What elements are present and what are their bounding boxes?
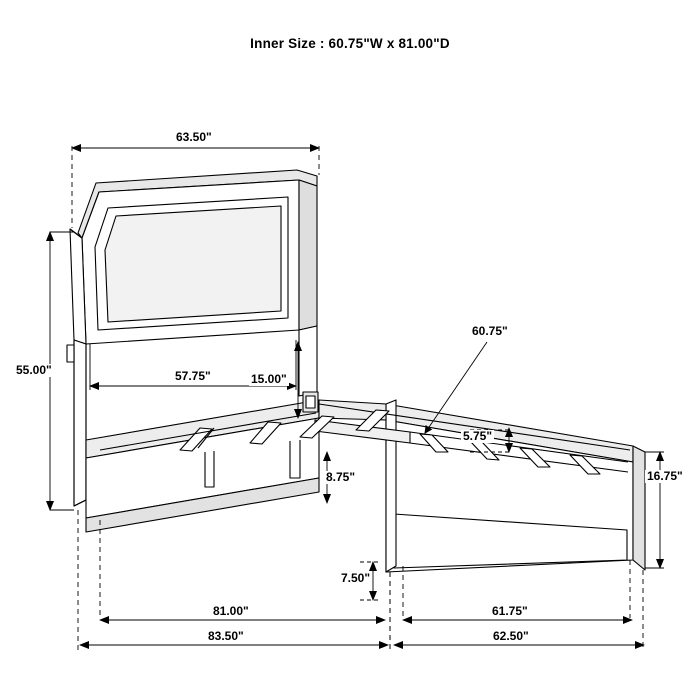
- dim-overall-height: 55.00": [16, 363, 52, 377]
- dim-footboard-height: 16.75": [647, 469, 683, 483]
- dim-footboard-width: 61.75": [492, 604, 528, 618]
- dim-ground-clearance: 7.50": [341, 571, 371, 585]
- dim-slat-span: 60.75": [472, 324, 508, 338]
- page-title: Inner Size : 60.75"W x 81.00"D: [250, 36, 450, 51]
- dim-rail-inner-height: 8.75": [326, 470, 356, 484]
- dim-slat-thickness: 5.75": [463, 429, 493, 443]
- dim-footboard-overall-width: 62.50": [493, 629, 529, 643]
- dim-overall-length: 83.50": [208, 629, 244, 643]
- dim-inner-length: 81.00": [213, 604, 249, 618]
- dim-headboard-panel-width: 57.75": [175, 369, 211, 383]
- dim-headboard-width: 63.50": [176, 130, 212, 144]
- dim-rail-to-headboard-height: 15.00": [251, 372, 287, 386]
